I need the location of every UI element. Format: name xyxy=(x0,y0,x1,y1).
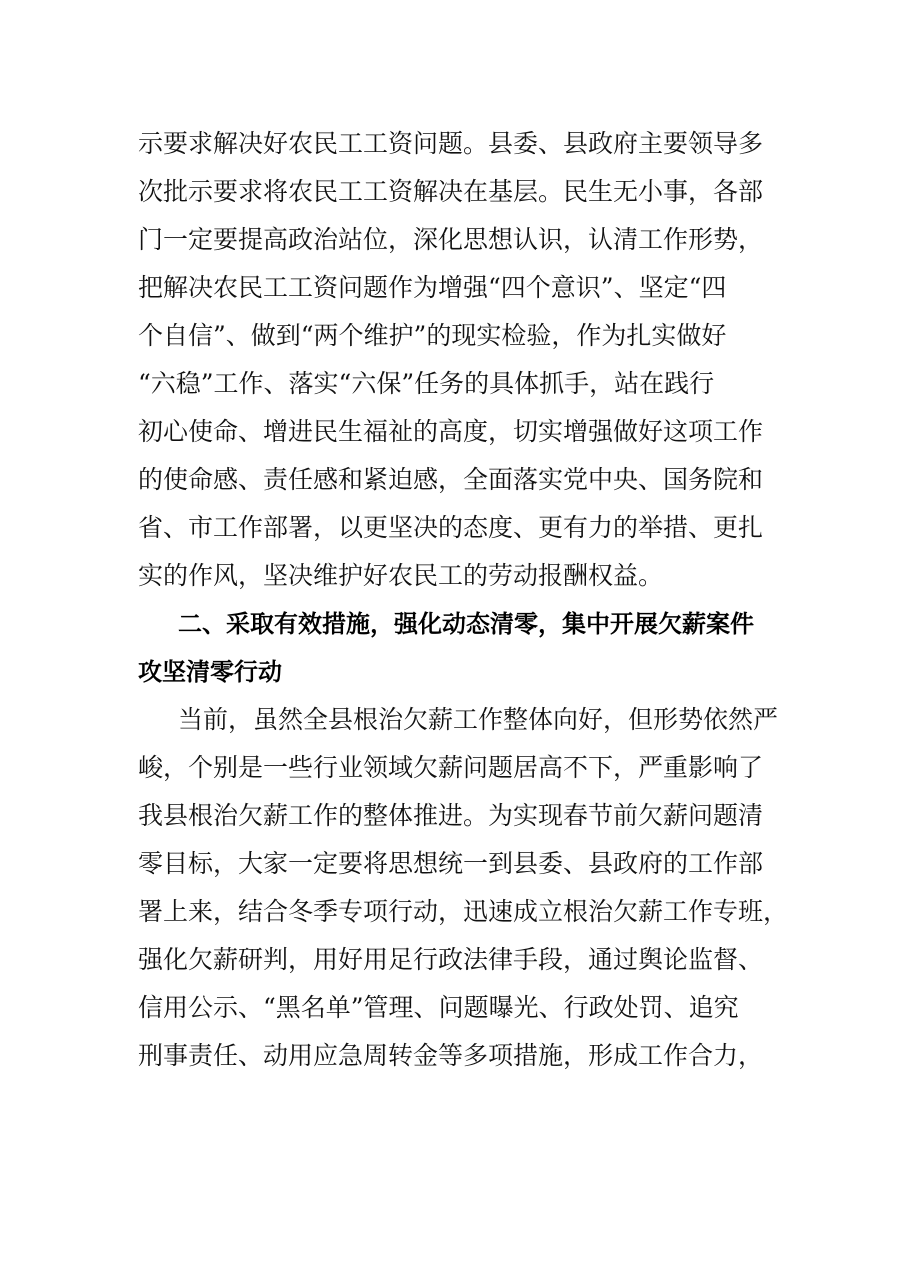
text-line: 零目标，大家一定要将思想统一到县委、县政府的工作部 xyxy=(138,849,764,878)
text-line: 峻，个别是一些行业领域欠薪问题居高不下，严重影响了 xyxy=(138,753,764,782)
text-line: 初心使命、增进民生福祉的高度，切实增强做好这项工作 xyxy=(138,417,764,446)
document-body xyxy=(138,120,789,1080)
text-line: 门一定要提高政治站位，深化思想认识，认清工作形势， xyxy=(138,225,764,254)
text-line: 我县根治欠薪工作的整体推进。为实现春节前欠薪问题清 xyxy=(138,801,764,830)
text-line: 当前，虽然全县根治欠薪工作整体向好，但形势依然严 xyxy=(178,705,779,734)
text-line: 实的作风，坚决维护好农民工的劳动报酬权益。 xyxy=(138,561,664,590)
text-line: 把解决农民工工资问题作为增强“四个意识”、坚定“四 xyxy=(138,273,727,302)
text-line: 个自信”、做到“两个维护”的现实检验，作为扎实做好 xyxy=(138,321,727,350)
text-line: 信用公示、“黑名单”管理、问题曝光、行政处罚、追究 xyxy=(138,993,739,1022)
paragraph-1 xyxy=(138,120,768,600)
paragraph-2 xyxy=(138,696,789,1080)
section-heading xyxy=(138,600,768,696)
text-line: 示要求解决好农民工工资问题。县委、县政府主要领导多 xyxy=(138,129,764,158)
text-line: 次批示要求将农民工工资解决在基层。民生无小事，各部 xyxy=(138,177,764,206)
text-line: 刑事责任、动用应急周转金等多项措施，形成工作合力， xyxy=(138,1041,764,1070)
section-heading-line: 攻坚清零行动 xyxy=(138,658,282,686)
text-line: 署上来，结合冬季专项行动，迅速成立根治欠薪工作专班， xyxy=(138,897,789,926)
text-line: 的使命感、责任感和紧迫感，全面落实党中央、国务院和 xyxy=(138,465,764,494)
section-heading-line: 二、采取有效措施，强化动态清零，集中开展欠薪案件 xyxy=(178,610,754,638)
text-line: “六稳”工作、落实“六保”任务的具体抓手，站在践行 xyxy=(138,369,715,398)
text-line: 强化欠薪研判，用好用足行政法律手段，通过舆论监督、 xyxy=(138,945,764,974)
text-line: 省、市工作部署，以更坚决的态度、更有力的举措、更扎 xyxy=(138,513,764,542)
